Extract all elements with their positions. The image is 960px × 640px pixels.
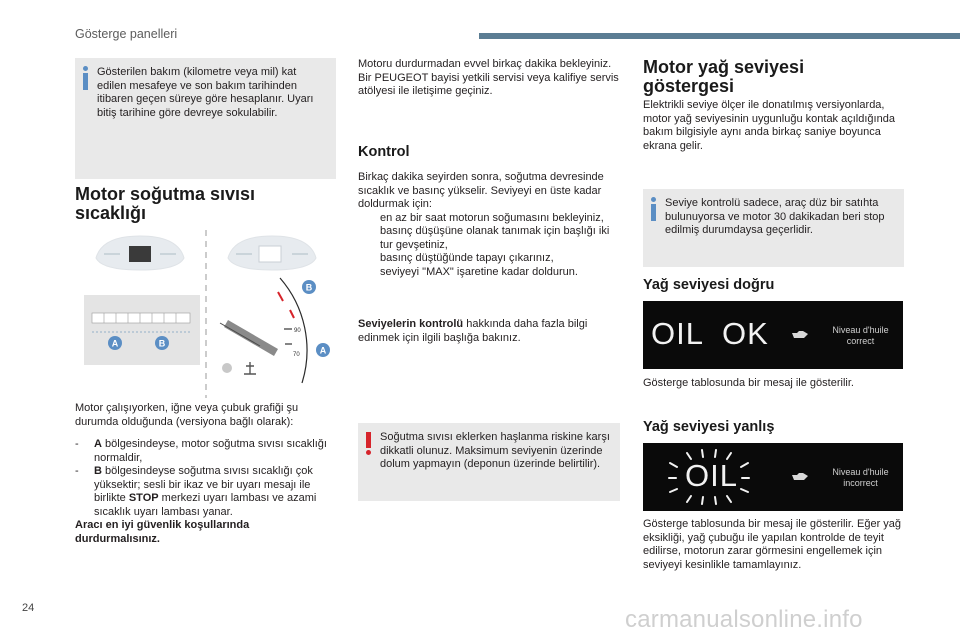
kontrol-bullet-item: en az bir saat motorun soğumasını bekleyiniz, [380, 211, 604, 224]
needle-gauge [220, 278, 330, 383]
oil-bad-title: Yağ seviyesi yanlış [643, 419, 775, 435]
oil-ok-message: Niveau d'huile correct [832, 325, 889, 346]
info-icon [651, 204, 656, 221]
page-number: 24 [22, 602, 35, 614]
oil-can-icon [791, 328, 809, 340]
oil-bad-message: Niveau d'huile incorrect [832, 467, 889, 488]
header-bar [479, 33, 960, 39]
gauge-90: 90 [294, 328, 301, 334]
coolant-closing: Aracı en iyi güvenlik koşullarında durdurmalısınız. [75, 519, 250, 545]
kontrol-section [358, 171, 620, 279]
info-box-text: Gösterilen bakım (kilometre veya mil) kat edilen mesafeye ve son bakım tarihinden itibaren geçen süreye göre hesaplanır. Uyarı bitiş tarihine göre devreye sokulabilir. [97, 66, 314, 119]
oil-bad-display [643, 443, 903, 511]
kontrol-bullet-item: basınç düştüğünde tapayı çıkarınız, [380, 252, 554, 264]
info-icon [83, 73, 88, 90]
zone-label-b-bar: B [158, 338, 166, 349]
zone-a-item: - A bölgesindeyse, motor soğutma sıvısı sıcaklığı normaldir, [75, 438, 327, 464]
oil-can-icon [791, 470, 809, 482]
kontrol-title: Kontrol [358, 144, 410, 160]
zone-b-item: - B bölgesindeyse soğutma sıvısı sıcaklığı çok yüksektir; sesli bir ikaz ve bir uyarı mesajı ile birlikte STOP merkezi uyarı lambası ve azami sıcaklık uyarı lambası yanar. [75, 465, 317, 518]
info-icon-dot [651, 197, 656, 202]
kontrol-bullet-item: seviyeyi "MAX" işaretine kadar doldurun. [380, 265, 578, 278]
coolant-intro: Motor çalışıyorken, iğne veya çubuk grafiği şu durumda olduğunda (versiyona bağlı olarak): [75, 402, 299, 428]
gauge-70: 70 [293, 352, 300, 358]
oil-ok-title: Yağ seviyesi doğru [643, 277, 775, 293]
instrument-cluster-bar-icon [228, 236, 316, 270]
section-title: Gösterge panelleri [75, 27, 178, 41]
warning-box-text: Soğutma sıvısı eklerken haşlanma riskine karşı dikkatli olunuz. Maksimum seviyenin üzerinde dolum yapmayın (deponun üzerinde belirtilir). [380, 431, 610, 470]
bar-graph-gauge [84, 295, 200, 365]
oil-ok-text: OIL OK [651, 316, 769, 351]
zone-label-b-needle: B [305, 282, 313, 293]
zone-label-a-needle: A [319, 345, 327, 356]
coolant-zone-list [75, 438, 337, 546]
info-box-oil [643, 189, 904, 267]
warning-icon-dot [366, 450, 371, 455]
kontrol-bullet-item: basınç düşüşüne olanak tanımak için başlığı iki tur gevşetiniz, [380, 225, 610, 251]
instrument-cluster-needle-icon [96, 236, 184, 270]
zone-label-a-bar: A [111, 338, 119, 349]
col2-intro: Motoru durdurmadan evvel birkaç dakika bekleyiniz. Bir PEUGEOT bayisi yetkili servisi veya kalifiye servis atölyesi ile iletişime geçiniz. [358, 58, 619, 97]
warning-icon [366, 432, 371, 448]
oil-ok-caption: Gösterge tablosunda bir mesaj ile gösterilir. [643, 377, 854, 389]
oil-bad-text: OIL [685, 458, 738, 493]
oil-intro: Elektrikli seviye ölçer ile donatılmış versiyonlarda, motor yağ seviyesinin uygunluğu kontak açıldığında bakım bilgisiyle aynı anda birkaç saniye boyunca ekrana gelir. [643, 99, 895, 152]
info-icon-dot [83, 66, 88, 71]
info-box-maintenance [75, 58, 336, 179]
kontrol-bullets [358, 212, 620, 280]
coolant-title: Motor soğutma sıvısı sıcaklığı [75, 184, 256, 223]
watermark: carmanualsonline.info [625, 606, 863, 633]
oil-bad-caption: Gösterge tablosunda bir mesaj ile gösterilir. Eğer yağ eksikliği, yağ çubuğu ile yapılan kontrolde de teyit edilirse, motorun zarar görmesini engellemek için seviyeyi kesinlikle tamamlayınız. [643, 518, 902, 571]
kontrol-intro: Birkaç dakika seyirden sonra, soğutma devresinde sıcaklık ve basınç yükselir. Seviyeyi en üste kadar doldurmak için: [358, 171, 604, 210]
warning-box [358, 423, 620, 501]
info-box-oil-text: Seviye kontrolü sadece, araç düz bir satıhta bulunuyorsa ve motor 30 dakikadan beri stop edilmiş durumdaysa geçerlidir. [665, 197, 885, 236]
oil-title: Motor yağ seviyesi göstergesi [643, 57, 805, 96]
coolant-figure [80, 228, 342, 398]
oil-ok-display [643, 301, 903, 369]
seviye-ref: Seviyelerin kontrolü hakkında daha fazla bilgi edinmek için ilgili başlığa bakınız. [358, 318, 588, 344]
